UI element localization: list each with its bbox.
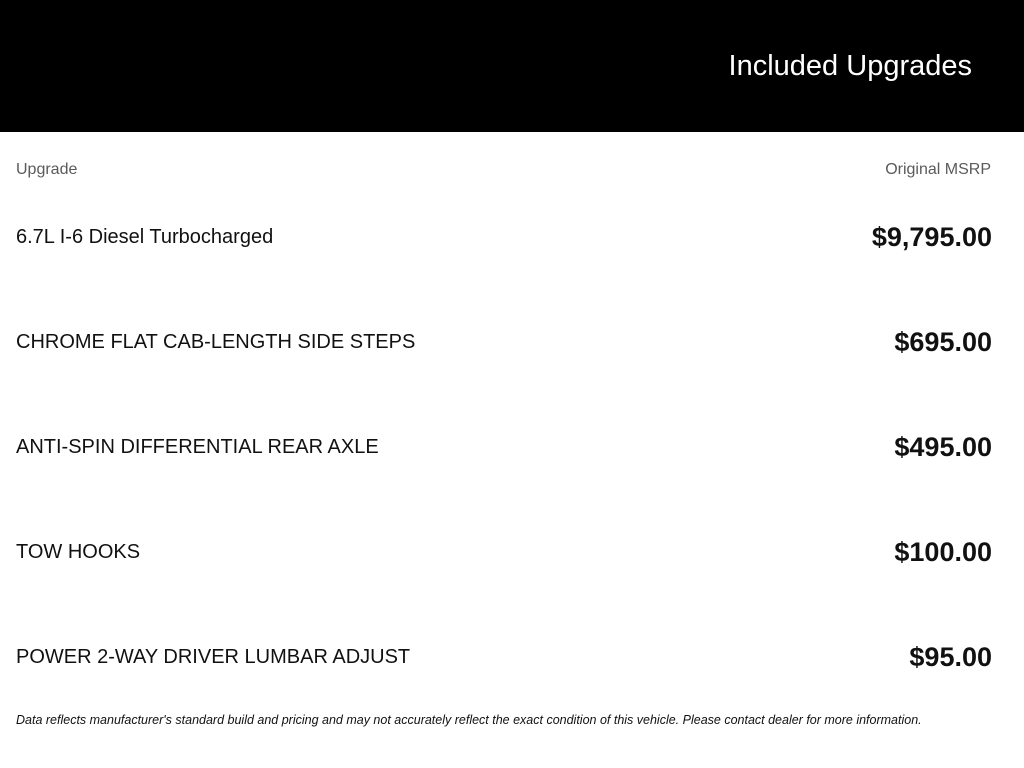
table-row (16, 532, 992, 572)
upgrade-name: CHROME FLAT CAB-LENGTH SIDE STEPS (16, 331, 416, 353)
table-row (16, 637, 992, 677)
table-row (16, 217, 992, 257)
upgrade-name: TOW HOOKS (16, 541, 141, 563)
table-row (16, 322, 992, 362)
header-bar (0, 0, 1024, 132)
upgrade-price: $100.00 (894, 537, 992, 567)
upgrade-name: POWER 2-WAY DRIVER LUMBAR ADJUST (16, 646, 411, 668)
upgrade-price: $495.00 (894, 432, 992, 462)
table-row (16, 427, 992, 467)
page-title: Included Upgrades (728, 50, 972, 82)
upgrade-price: $9,795.00 (871, 222, 992, 252)
column-header-msrp: Original MSRP (885, 161, 991, 178)
upgrade-price: $695.00 (894, 327, 992, 357)
upgrade-price: $95.00 (909, 642, 992, 672)
upgrade-name: 6.7L I-6 Diesel Turbocharged (16, 226, 274, 248)
disclaimer-text: Data reflects manufacturer's standard build and pricing and may not accurately reflect the exact condition of this vehicle. Please contact dealer for more information. (16, 713, 922, 727)
column-header-upgrade: Upgrade (16, 161, 78, 178)
upgrade-name: ANTI-SPIN DIFFERENTIAL REAR AXLE (16, 436, 379, 458)
